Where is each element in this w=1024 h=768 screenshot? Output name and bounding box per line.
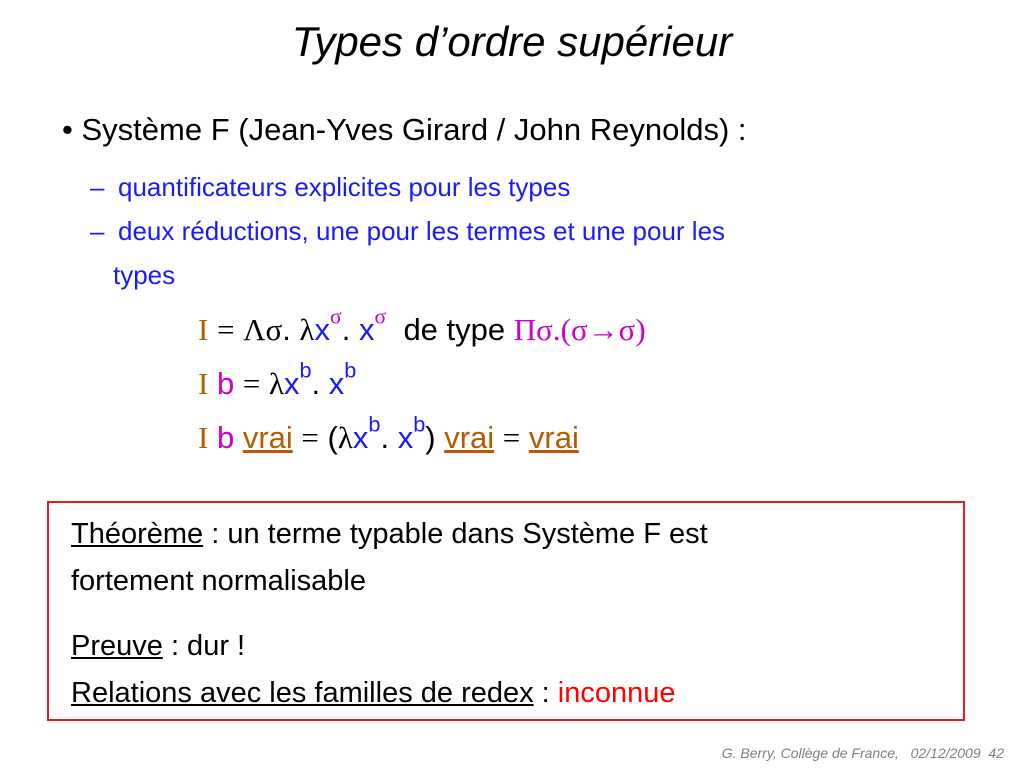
value-vrai: vrai	[528, 420, 579, 455]
equals-sign: =	[216, 312, 235, 347]
arrow-symbol: →	[587, 312, 619, 347]
theorem-line-2: fortement normalisable	[71, 565, 366, 597]
equals-sign: =	[502, 420, 521, 455]
bullet-marker: •	[62, 112, 73, 147]
b-superscript: b	[299, 357, 312, 383]
right-paren: )	[635, 312, 646, 347]
relations-label: Relations avec les familles de redex	[71, 677, 534, 709]
relations-colon: :	[533, 677, 558, 709]
relations-value: inconnue	[557, 677, 676, 709]
variable-x: x	[397, 420, 414, 455]
lambda-symbol: λ	[299, 312, 315, 347]
subitem-reductions-cont: types	[113, 260, 176, 290]
formula-identity-applied	[198, 357, 357, 402]
subitem-text: quantificateurs explicites pour les types	[118, 172, 571, 202]
formula-identity-reduction	[198, 411, 579, 456]
identity-symbol: I	[198, 366, 209, 401]
formula-identity-definition	[198, 304, 646, 348]
theorem-line-1	[71, 518, 708, 551]
capital-lambda-symbol: Λ	[243, 312, 266, 347]
left-paren: (	[560, 312, 571, 347]
value-vrai: vrai	[444, 420, 495, 455]
slide-footer: G. Berry, Collège de France, 02/12/2009 42	[721, 745, 1004, 761]
bullet-text: Système F (Jean-Yves Girard / John Reynolds) :	[81, 112, 747, 147]
lambda-symbol: λ	[337, 420, 353, 455]
b-superscript: b	[368, 411, 381, 437]
sigma-superscript: σ	[330, 304, 342, 329]
dash-marker: –	[90, 216, 105, 246]
left-paren: (	[327, 420, 338, 455]
variable-x: x	[328, 366, 345, 401]
theorem-label: Théorème	[71, 518, 204, 550]
sigma-symbol: σ	[265, 312, 283, 347]
subitem-text: deux réductions, une pour les termes et une pour les	[118, 216, 726, 246]
dash-marker: –	[90, 172, 105, 202]
de-type-text: de type	[403, 312, 506, 347]
main-bullet	[62, 112, 747, 148]
type-b: b	[216, 366, 235, 401]
identity-symbol: I	[198, 420, 209, 455]
dot: .	[380, 420, 390, 455]
subitem-quantifiers	[90, 172, 570, 203]
sigma-symbol: σ	[618, 312, 636, 347]
variable-x: x	[283, 366, 300, 401]
dot: .	[282, 312, 291, 347]
b-superscript: b	[413, 411, 426, 437]
type-b: b	[216, 420, 235, 455]
variable-x: x	[352, 420, 369, 455]
sigma-superscript: σ	[374, 304, 387, 329]
b-superscript: b	[344, 357, 357, 383]
sigma-symbol: σ	[570, 312, 588, 347]
right-paren: )	[425, 420, 436, 455]
pi-symbol: Π	[513, 312, 537, 347]
equals-sign: =	[301, 420, 319, 455]
identity-symbol: I	[198, 312, 209, 347]
proof-text: : dur !	[162, 630, 246, 662]
dot: .	[311, 366, 321, 401]
equals-sign: =	[242, 366, 261, 401]
theorem-text: : un terme typable dans Système F est	[203, 518, 708, 550]
sigma-symbol: σ	[536, 312, 553, 347]
variable-x: x	[314, 312, 331, 347]
value-vrai: vrai	[242, 420, 293, 455]
dot: .	[341, 312, 351, 347]
dot: .	[552, 312, 561, 347]
relations-line	[71, 677, 676, 710]
slide-title: Types d’ordre supérieur	[291, 18, 733, 65]
proof-label: Preuve	[71, 630, 163, 662]
lambda-symbol: λ	[268, 366, 284, 401]
variable-x: x	[359, 312, 375, 347]
subitem-reductions	[90, 216, 725, 247]
proof-line	[71, 630, 245, 663]
